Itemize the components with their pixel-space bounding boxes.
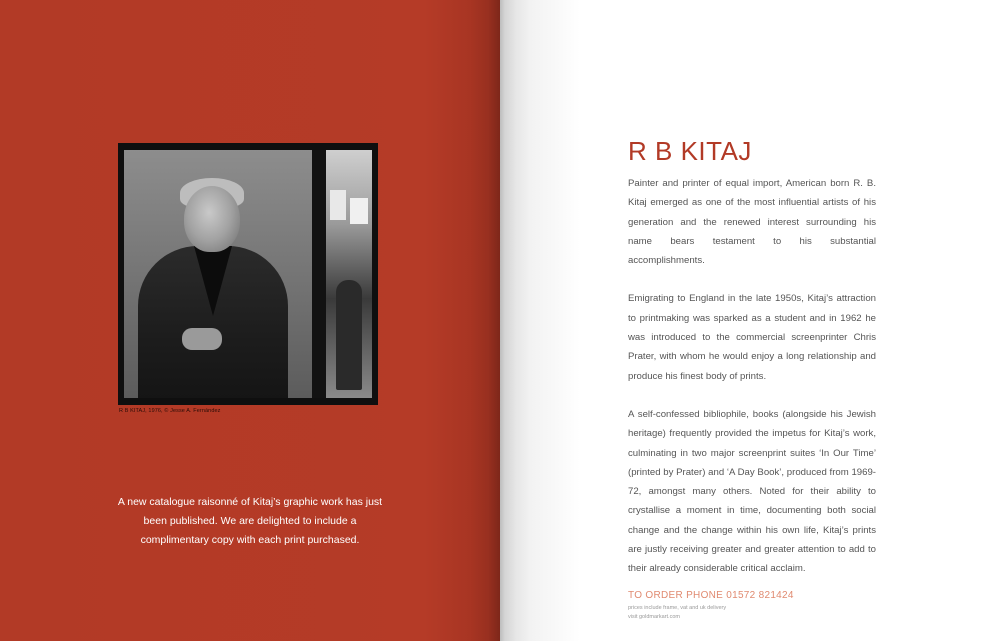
order-phone-line: TO ORDER PHONE 01572 821424 <box>628 590 794 601</box>
bio-paragraph: Painter and printer of equal import, American born R. B. Kitaj emerged as one of the most influential artists of his generation and the renewed interest surrounding his name bears testament to his substantial accomplishments. <box>628 178 876 267</box>
biography-text <box>628 174 876 598</box>
photo-caption: R B KITAJ, 1976, © Jesse A. Fernández <box>119 408 221 414</box>
book-spine <box>488 0 516 641</box>
catalogue-promo-text: A new catalogue raisonné of Kitaj’s graphic work has just been published. We are delighted to include a complimentary copy with each print purchased. <box>117 496 383 546</box>
bio-paragraph: Emigrating to England in the late 1950s, Kitaj’s attraction to printmaking was sparked as a student and in 1962 he was introduced to the commercial screenprinter Chris Prater, with whom he would enjoy a long relationship and produce his finest body of prints. <box>628 293 876 382</box>
order-note-website: visit goldmarkart.com <box>628 614 680 620</box>
order-note-prices: prices include frame, vat and uk delivery <box>628 605 727 611</box>
artist-photo-frame <box>118 143 378 405</box>
bio-paragraph: A self-confessed bibliophile, books (alongside his Jewish heritage) frequently provided the impetus for Kitaj’s work, culminating in two major screenprint suites ‘In Our Time’ (printed by Prater) and ‘A Day Book’, produced from 1969-72, amongst many others. Noted for their ability to crystallise a moment in time, documenting both social change and the change within his own life, Kitaj’s prints are justly receiving greater and greater attention to add to their already considerable critical acclaim. <box>628 408 876 575</box>
page-title: R B KITAJ <box>628 136 752 166</box>
artist-photo <box>124 150 372 398</box>
